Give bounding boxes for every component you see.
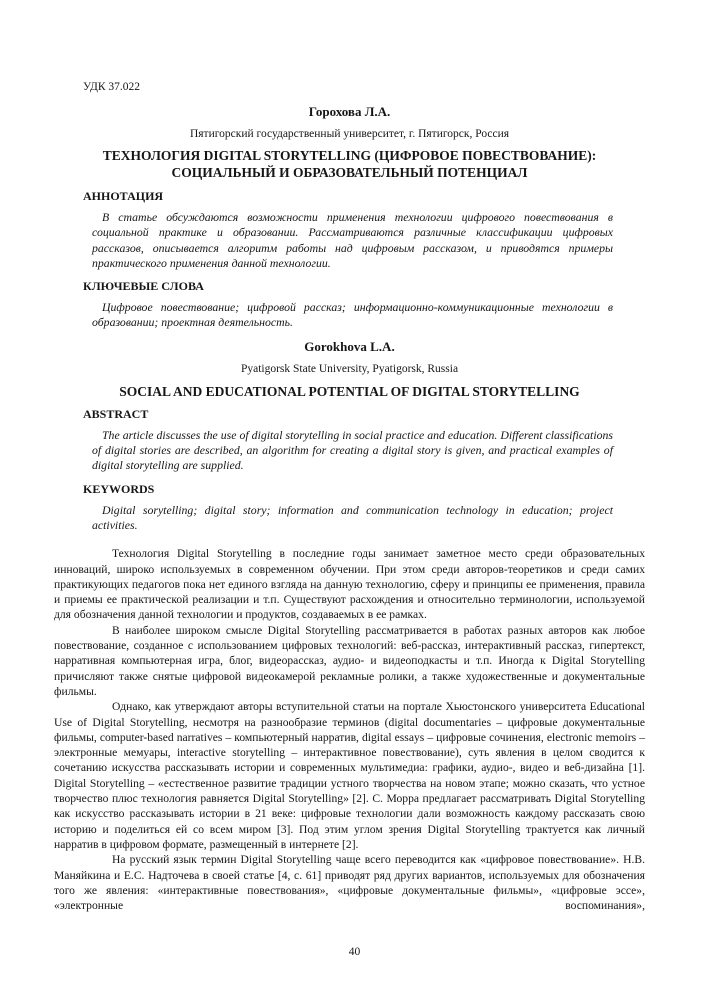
body-paragraph: Однако, как утверждают авторы вступительной статьи на портале Хьюстонского университета Educational Use of Digital Storytelling, несмотря на разнообразие терминов (digital documentaries – цифровые документальные фильмы, computer-based narratives – компьютерный нарратив, digital essays – цифровые сочинения, electronic memoirs – электронные мемуары, interactive storytelling – интерактивное повествование), суть явления в целом сводится к сочетанию искусства рассказывать истории и современных мультимедиа: графики, аудио-, видео и веб-дизайна [1]. Digital Storytelling – «естественное развитие традиции устного творчества на новом этапе; можно сказать, что устное творчество плюс технология равняется Digital Storytelling» [2]. С. Морра предлагает рассматривать Digital Storytelling как искусство рассказывать истории в 21 веке: цифровые технологии дали возможность каждому рассказать свою историю и поделиться ей со всем миром [3]. Под этим углом зрения Digital Storytelling трактуется как личный нарратив в цифровом формате, размещенный в интернете [2]. bbox=[54, 700, 645, 851]
keywords-heading-ru: КЛЮЧЕВЫЕ СЛОВА bbox=[83, 279, 204, 294]
article-title-en: SOCIAL AND EDUCATIONAL POTENTIAL OF DIGITAL STORYTELLING bbox=[119, 383, 580, 399]
abstract-heading-en: ABSTRACT bbox=[83, 406, 149, 421]
affiliation-ru: Пятигорский государственный университет, г. Пятигорск, Россия bbox=[189, 128, 510, 140]
article-body bbox=[54, 546, 645, 913]
body-paragraph: В наиболее широком смысле Digital Storytelling рассматривается в работах разных авторов как любое повествование, созданное с использованием цифровых технологий: веб-рассказ, интерактивный рассказ, гипертекст, нарративная компьютерная игра, блог, видеорассказ, аудио- и видеоподкасты и т.п. Иногда к Digital Storytelling причисляют также снятые цифровой видеокамерой рекламные ролики, а также художественные и документальные фильмы. bbox=[54, 623, 645, 698]
author-ru: Горохова Л.А. bbox=[308, 104, 391, 119]
affiliation-en: Pyatigorsk State University, Pyatigorsk, Russia bbox=[240, 362, 459, 375]
article-title-ru: ТЕХНОЛОГИЯ DIGITAL STORYTELLING (ЦИФРОВОЕ ПОВЕСТВОВАНИЕ): СОЦИАЛЬНЫЙ И ОБРАЗОВАТЕЛЬНЫЙ ПОТЕНЦИАЛ bbox=[102, 148, 597, 180]
annotation-heading-ru: АННОТАЦИЯ bbox=[83, 189, 164, 203]
author-en: Gorokhova L.A. bbox=[304, 338, 395, 354]
body-paragraph: На русский язык термин Digital Storytelling чаще всего переводится как «цифровое повествование». Н.В. Маняйкина и Е.С. Надточева в своей статье [4, с. 61] приводят ряд других вариантов, используемых для обозначения того же явления: «интерактивные повествования», «цифровые документальные фильмы», «цифровые эссе», «электронные воспоминания», bbox=[54, 853, 645, 913]
abstract-text-en: The article discusses the use of digital storytelling in social practice and education. Different classifications of digital stories are described, an algorithm for creating a digital story is given, and practical examples of digital storytelling are supplied. bbox=[92, 427, 613, 473]
keywords-heading-en: KEYWORDS bbox=[83, 481, 155, 496]
annotation-text-ru: В статье обсуждаются возможности применения технологии цифрового повествования в социальной практике и образовании. Рассматриваются различные классификации цифровых рассказов, описывается алгоритм работы над цифровым рассказом, и приводятся примеры практического применения данной технологии. bbox=[92, 210, 613, 270]
keywords-text-ru: Цифровое повествование; цифровой рассказ; информационно-коммуникационные технологии в образовании; проектная деятельность. bbox=[92, 300, 613, 330]
body-paragraph: Технология Digital Storytelling в последние годы занимает заметное место среди образовательных инноваций, широко используемых в современном обучении. При этом среди авторов-теоретиков и среди самих практикующих педагогов пока нет единого взгляда на данную технологию, сферу и принципы ее применения, правила и приемы ее практической реализации и т.п. Существуют расхождения и относительно терминологии, используемой для обозначения данной технологии и продуктов, создаваемых в ее рамках. bbox=[54, 547, 645, 622]
udc-code: УДК 37.022 bbox=[83, 81, 140, 93]
page-number: 40 bbox=[348, 946, 361, 958]
keywords-text-en: Digital sorytelling; digital story; information and communication technology in education; project activities. bbox=[92, 502, 613, 532]
